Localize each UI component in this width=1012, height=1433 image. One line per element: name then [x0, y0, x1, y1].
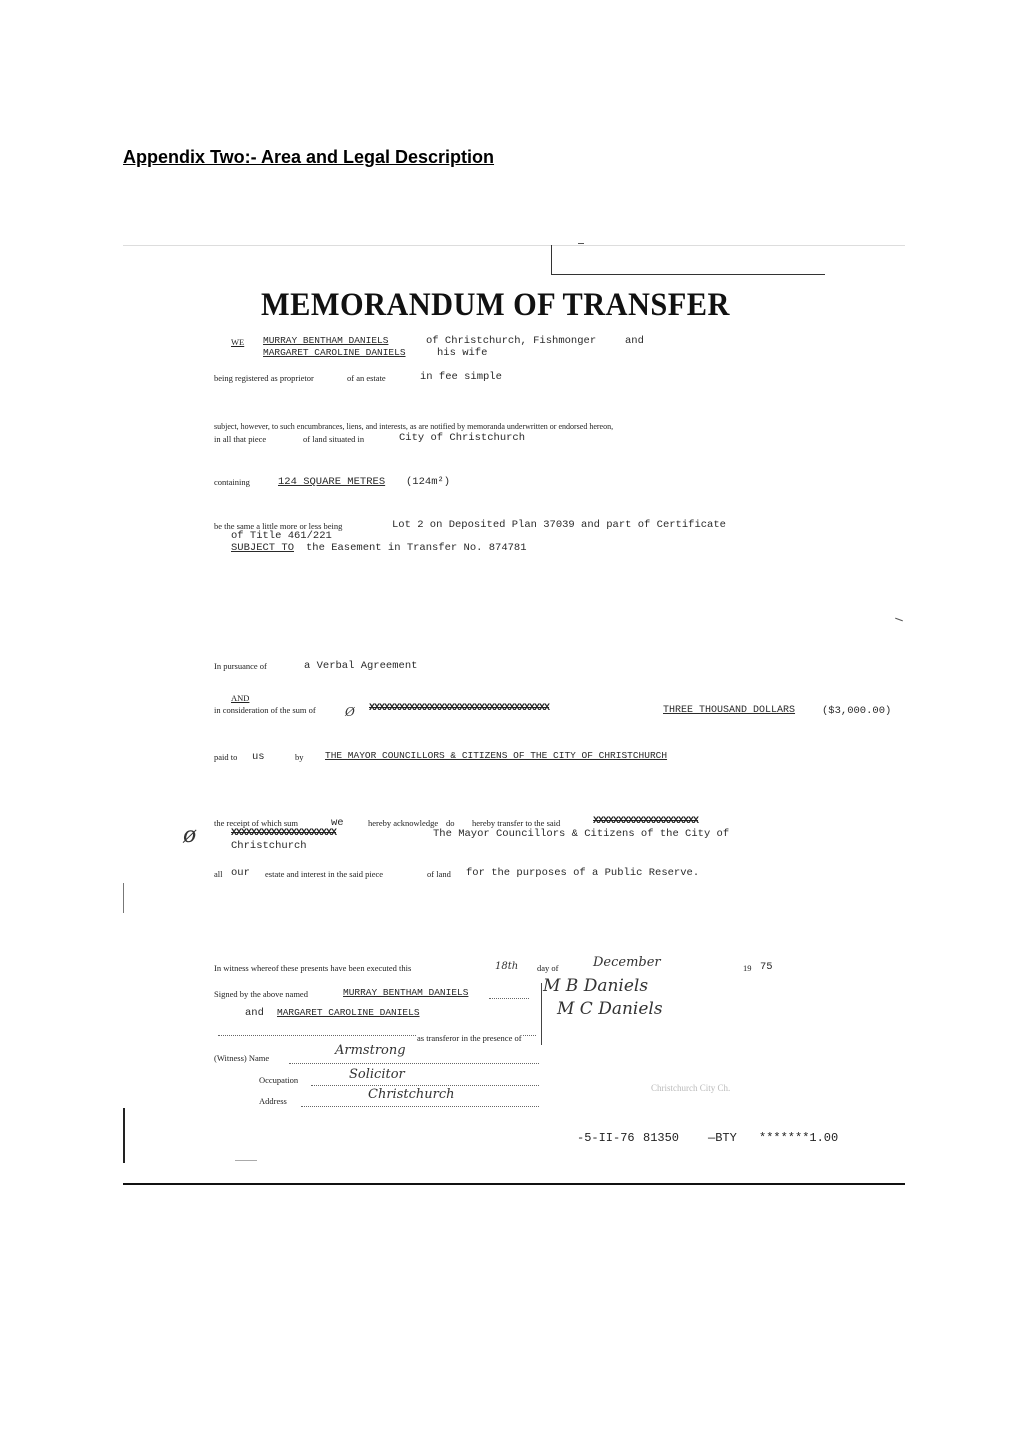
bottom-stamp-code: —BTY	[708, 1131, 737, 1145]
legal-line-2: of Title 461/221	[231, 530, 332, 542]
paid-label: paid to	[214, 752, 238, 762]
sum-figure: ($3,000.00)	[822, 705, 892, 717]
signed-label: Signed by the above named	[214, 989, 308, 999]
witness-label: In witness whereof these presents have been executed this	[214, 963, 412, 973]
receipt-label-4: hereby transfer to the said	[472, 818, 561, 828]
page-heading: Appendix Two:- Area and Legal Description	[123, 147, 495, 167]
legal-line-1: Lot 2 on Deposited Plan 37039 and part of Certificate	[392, 519, 726, 531]
document-title: MEMORANDUM OF TRANSFER	[261, 287, 730, 323]
pursuance-label: In pursuance of	[214, 661, 267, 671]
address-value: Christchurch	[368, 1087, 455, 1102]
piece-label-2: of land situated in	[303, 434, 365, 444]
receipt-label-3: do	[446, 818, 455, 828]
by-label: by	[295, 752, 304, 762]
occupation-label: Occupation	[259, 1075, 299, 1085]
corner-box-vertical	[551, 245, 552, 275]
receipt-we: we	[331, 817, 344, 829]
address-label: Address	[259, 1096, 287, 1106]
witness-name-line	[289, 1063, 539, 1064]
purpose-value: for the purposes of a Public Reserve.	[466, 867, 700, 879]
presence-label: as transferor in the presence of	[417, 1033, 522, 1043]
pursuance-value: a Verbal Agreement	[304, 660, 418, 672]
corner-box-horizontal	[551, 274, 825, 275]
struck-text-1: XXXXXXXXXXXXXXXXXXXXXXXXXXXXXXXXXXXX	[369, 703, 550, 714]
payer-value: THE MAYOR COUNCILLORS & CITIZENS OF THE CITY OF CHRISTCHURCH	[325, 750, 668, 761]
consideration-label: in consideration of the sum of	[214, 705, 316, 715]
signature-bracket	[541, 983, 542, 1045]
bottom-border-line	[123, 1183, 905, 1185]
witness-name-value: Armstrong	[335, 1043, 406, 1058]
estate-value: in fee simple	[420, 371, 502, 383]
area-short: (124m²)	[406, 476, 451, 488]
signer-and: and	[245, 1007, 264, 1019]
signer-1: MURRAY BENTHAM DANIELS	[343, 987, 469, 998]
receipt-label-2: hereby acknowledge	[368, 818, 439, 828]
subject-label: subject, however, to such encumbrances, liens, and interests, as are notified by memoranda underwritten or endorsed hereon,	[214, 422, 614, 431]
transferor-name-1: MURRAY BENTHAM DANIELS	[263, 335, 389, 346]
registered-label: being registered as proprietor	[214, 373, 314, 383]
signer-1-line	[489, 998, 529, 999]
day-value: 18th	[495, 961, 519, 972]
day-of-label: day of	[537, 963, 559, 973]
subject-to-value: the Easement in Transfer No. 874781	[306, 542, 527, 554]
area-value: 124 SQUARE METRES	[278, 476, 386, 488]
transferee-line-1: The Mayor Councillors & Citizens of the City of	[433, 828, 730, 840]
transferor-name-2: MARGARET CAROLINE DANIELS	[263, 347, 406, 358]
all-label: all	[214, 869, 223, 879]
of-land-label: of land	[427, 869, 451, 879]
being-label: be the same a little more or less being	[214, 521, 343, 531]
paid-to-value: us	[252, 751, 265, 763]
and-word: and	[625, 335, 644, 347]
bottom-faint-mark	[235, 1160, 257, 1161]
year-value: 75	[760, 961, 773, 973]
year-prefix: 19	[743, 963, 752, 973]
signer-2: MARGARET CAROLINE DANIELS	[277, 1007, 420, 1018]
estate-label: of an estate	[347, 373, 386, 383]
sum-value: THREE THOUSAND DOLLARS	[663, 705, 796, 716]
occupation-line	[311, 1085, 539, 1086]
signature-2: M C Daniels	[557, 999, 663, 1019]
scanned-document	[123, 243, 905, 1185]
address-line	[301, 1106, 539, 1107]
scan-edge-mark-1	[123, 883, 124, 913]
transferor-detail-2: his wife	[437, 347, 488, 359]
bottom-stamp-date: -5-II-76	[577, 1131, 635, 1145]
containing-label: containing	[214, 477, 250, 487]
occupation-value: Solicitor	[349, 1067, 405, 1082]
and-label: AND	[231, 693, 250, 703]
struck-text-2: XXXXXXXXXXXXXXXXXXXXX	[593, 816, 699, 827]
struck-text-3: XXXXXXXXXXXXXXXXXXXXX	[231, 828, 337, 839]
month-value: December	[593, 955, 661, 970]
margin-mark	[895, 618, 903, 622]
location-value: City of Christchurch	[399, 432, 526, 444]
bottom-stamp-amount: *******1.00	[759, 1131, 839, 1145]
margin-initials: ø	[183, 823, 197, 848]
witness-name-label: (Witness) Name	[214, 1053, 270, 1063]
estate-interest-label: estate and interest in the said piece	[265, 869, 384, 879]
transferee-line-2: Christchurch	[231, 840, 307, 852]
scan-edge-mark-2	[123, 1108, 125, 1163]
piece-label-1: in all that piece	[214, 434, 267, 444]
subject-to-label: SUBJECT TO	[231, 542, 295, 554]
top-border-line	[123, 245, 905, 246]
signature-1: M B Daniels	[543, 976, 649, 996]
all-value: our	[231, 867, 250, 879]
corner-tick	[578, 243, 584, 244]
transferor-detail-1: of Christchurch, Fishmonger	[426, 335, 597, 347]
faint-stamp: Christchurch City Ch.	[651, 1083, 731, 1093]
bottom-stamp-number: 81350	[643, 1131, 680, 1145]
receipt-label-1: the receipt of which sum	[214, 818, 299, 828]
consideration-initials: Ø	[345, 705, 355, 719]
we-label: WE	[231, 337, 245, 347]
